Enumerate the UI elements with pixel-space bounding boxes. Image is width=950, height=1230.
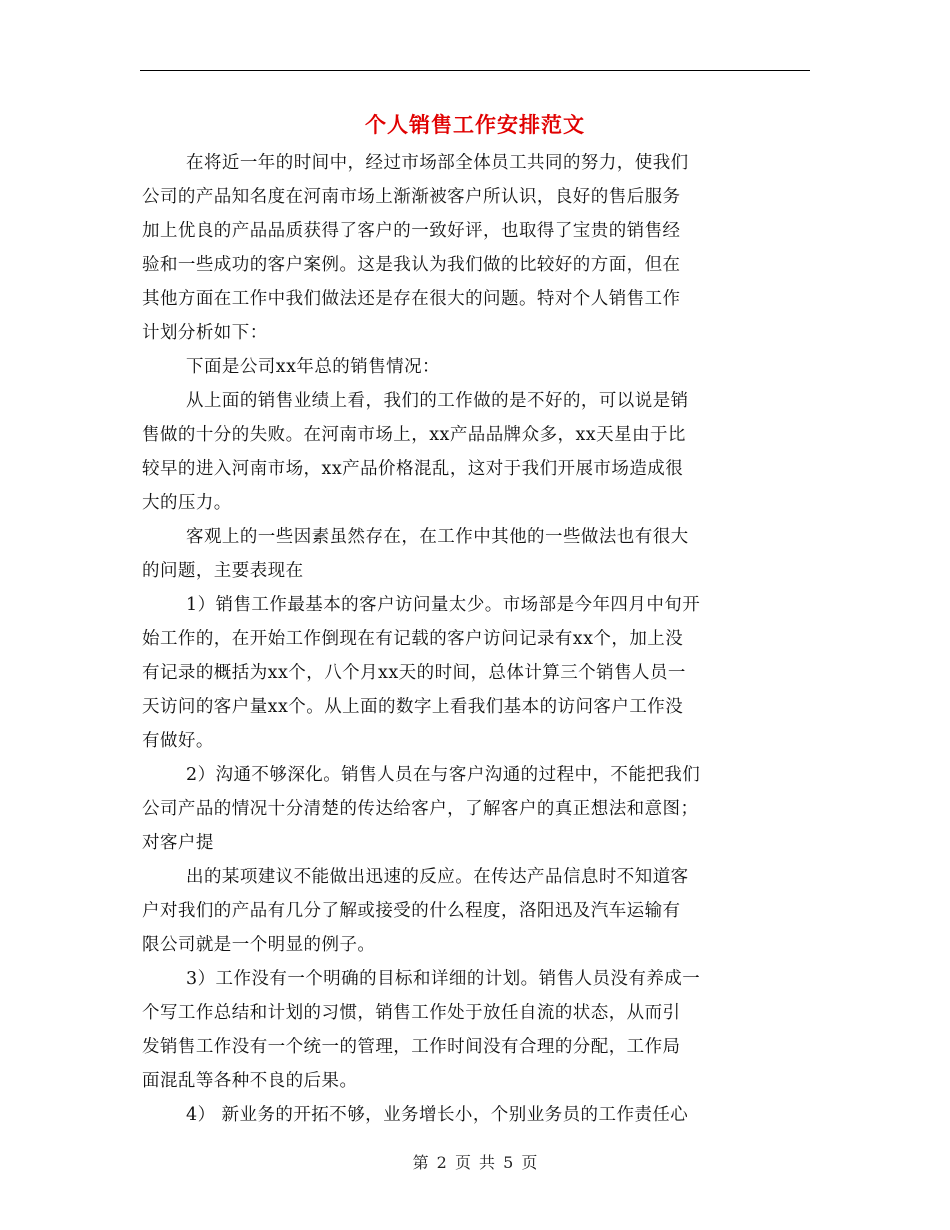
paragraph-line: 计划分析如下： bbox=[142, 323, 268, 343]
document-title: 个人销售工作安排范文 bbox=[365, 112, 585, 137]
page-number-footer: 第 2 页 共 5 页 bbox=[412, 1153, 538, 1172]
paragraph-line: 天访问的客户量xx个。从上面的数字上看我们基本的访问客户工作没 bbox=[142, 697, 684, 717]
paragraph-line: 有做好。 bbox=[142, 731, 214, 751]
paragraph-line: 出的某项建议不能做出迅速的反应。在传达产品信息时不知道客 bbox=[186, 867, 689, 887]
paragraph-line: 4） 新业务的开拓不够，业务增长小，个别业务员的工作责任心 bbox=[186, 1105, 689, 1125]
paragraph-line: 1）销售工作最基本的客户访问量太少。市场部是今年四月中旬开 bbox=[186, 595, 701, 615]
paragraph-line: 较早的进入河南市场，xx产品价格混乱，这对于我们开展市场造成很 bbox=[142, 459, 684, 479]
paragraph-line: 3）工作没有一个明确的目标和详细的计划。销售人员没有养成一 bbox=[186, 969, 701, 989]
paragraph-line: 下面是公司xx年总的销售情况： bbox=[186, 357, 440, 377]
document-body bbox=[142, 146, 810, 1132]
paragraph-line: 售做的十分的失败。在河南市场上，xx产品品牌众多，xx天星由于比 bbox=[142, 425, 686, 445]
paragraph-line: 的问题，主要表现在 bbox=[142, 561, 304, 581]
paragraph-line: 发销售工作没有一个统一的管理，工作时间没有合理的分配，工作局 bbox=[142, 1037, 681, 1057]
paragraph-line: 从上面的销售业绩上看，我们的工作做的是不好的，可以说是销 bbox=[186, 391, 689, 411]
paragraph-line: 始工作的，在开始工作倒现在有记载的客户访问记录有xx个，加上没 bbox=[142, 629, 684, 649]
paragraph-line: 个写工作总结和计划的习惯，销售工作处于放任自流的状态，从而引 bbox=[142, 1003, 681, 1023]
paragraph-line: 在将近一年的时间中，经过市场部全体员工共同的努力，使我们 bbox=[186, 153, 689, 173]
paragraph-line: 有记录的概括为xx个，八个月xx天的时间，总体计算三个销售人员一 bbox=[142, 663, 686, 683]
paragraph-line: 面混乱等各种不良的后果。 bbox=[142, 1071, 358, 1091]
paragraph-line: 对客户提 bbox=[142, 833, 214, 853]
paragraph-line: 户对我们的产品有几分了解或接受的什么程度，洛阳迅及汽车运输有 bbox=[142, 901, 681, 921]
paragraph-line: 验和一些成功的客户案例。这是我认为我们做的比较好的方面，但在 bbox=[142, 255, 681, 275]
paragraph-line: 加上优良的产品品质获得了客户的一致好评，也取得了宝贵的销售经 bbox=[142, 221, 681, 241]
paragraph-line: 2）沟通不够深化。销售人员在与客户沟通的过程中，不能把我们 bbox=[186, 765, 701, 785]
header-rule bbox=[140, 70, 810, 71]
paragraph-line: 限公司就是一个明显的例子。 bbox=[142, 935, 376, 955]
paragraph-line: 大的压力。 bbox=[142, 493, 232, 513]
paragraph-line: 公司的产品知名度在河南市场上渐渐被客户所认识，良好的售后服务 bbox=[142, 187, 681, 207]
paragraph-line: 客观上的一些因素虽然存在，在工作中其他的一些做法也有很大 bbox=[186, 527, 689, 547]
paragraph-line: 公司产品的情况十分清楚的传达给客户，了解客户的真正想法和意图； bbox=[142, 799, 699, 819]
paragraph-line: 其他方面在工作中我们做法还是存在很大的问题。特对个人销售工作 bbox=[142, 289, 681, 309]
